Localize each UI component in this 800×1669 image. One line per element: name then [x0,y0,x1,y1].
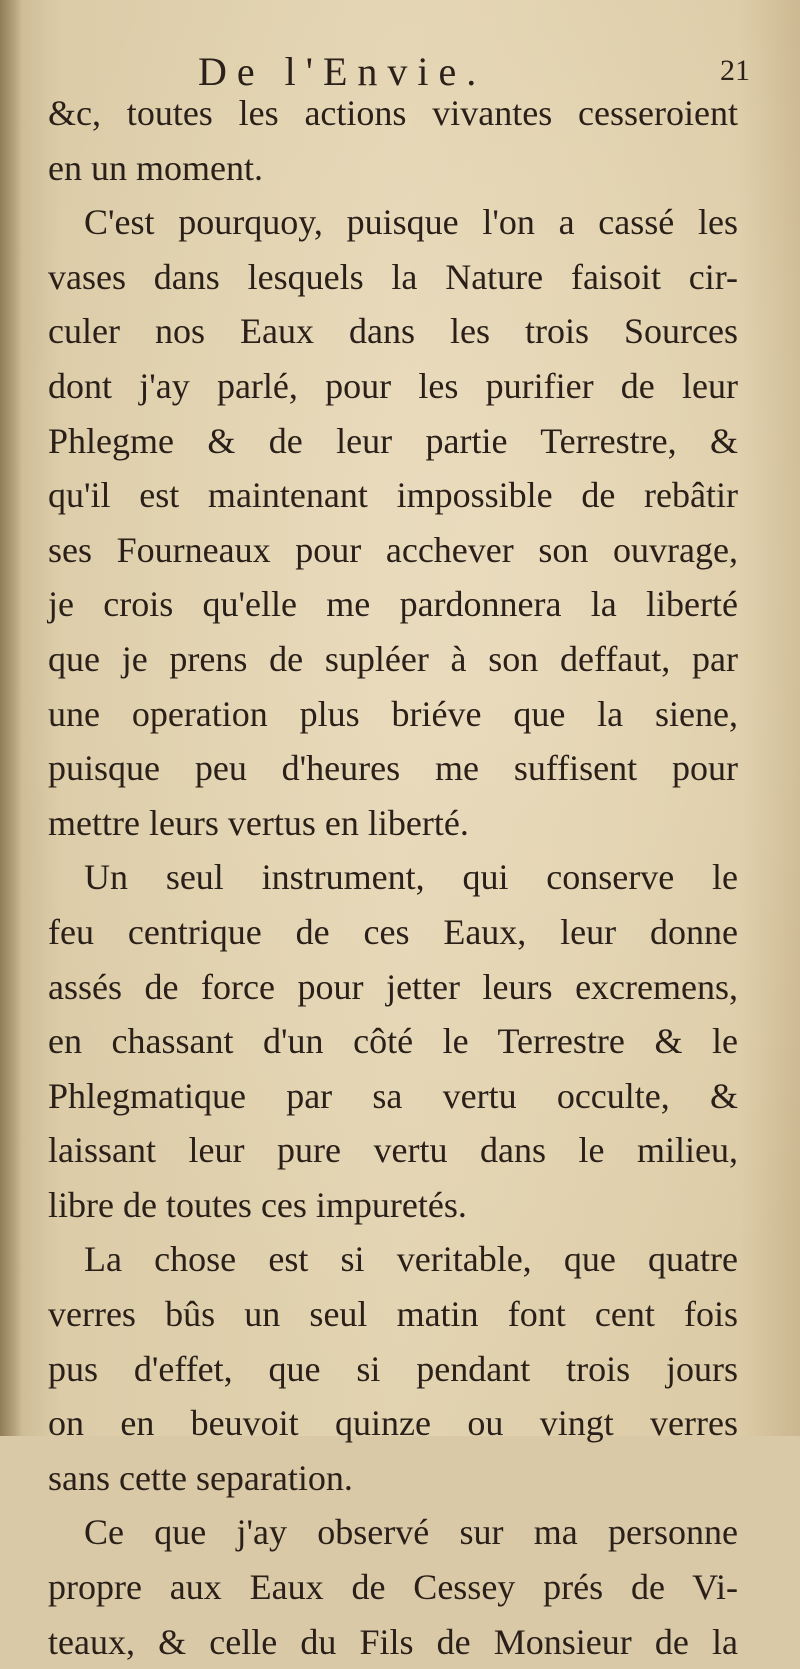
text-line: mettre leurs vertus en liberté. [48,802,469,843]
text-line: une operation plus briéve que la siene, [48,693,738,734]
text-line: vases dans lesquels la Nature faisoit cir- [48,256,738,297]
text-line: feu centrique de ces Eaux, leur donne [48,911,738,952]
page-number: 21 [720,54,750,87]
text-line: on en beuvoit quinze ou vingt verres [48,1403,738,1444]
text-line: dont j'ay parlé, pour les purifier de leur [48,365,738,406]
body-text [48,86,738,1669]
text-line: Un seul instrument, qui conserve le [84,857,738,898]
text-line: laissant leur pure vertu dans le milieu, [48,1130,738,1171]
text-line: en un moment. [48,147,263,188]
text-line: C'est pourquoy, puisque l'on a cassé les [84,202,738,243]
text-line: pus d'effet, que si pendant trois jours [48,1348,738,1389]
text-line: culer nos Eaux dans les trois Sources [48,311,738,352]
running-title: De l'Envie. [198,49,487,94]
text-line: sans cette separation. [48,1457,353,1498]
text-line: Ce que j'ay observé sur ma personne [84,1512,738,1553]
page-gutter [0,0,22,1436]
text-line: libre de toutes ces impuretés. [48,1184,467,1225]
text-line: &c, toutes les actions vivantes cesseroient [48,93,738,133]
text-line: je crois qu'elle me pardonnera la liberté [48,584,738,625]
text-line: verres bûs un seul matin font cent fois [48,1294,738,1335]
text-line: teaux, & celle du Fils de Monsieur de la [48,1621,738,1662]
text-line: qu'il est maintenant impossible de rebâtir [48,475,738,516]
text-line: en chassant d'un côté le Terrestre & le [48,1021,738,1062]
text-line: La chose est si veritable, que quatre [84,1239,738,1280]
text-line: ses Fourneaux pour acchever son ouvrage, [48,529,738,570]
text-line: puisque peu d'heures me suffisent pour [48,748,738,789]
text-line: propre aux Eaux de Cessey prés de Vi- [48,1567,738,1608]
text-line: assés de force pour jetter leurs excremens, [48,966,738,1007]
text-line: Phlegme & de leur partie Terrestre, & [48,420,738,461]
text-line: que je prens de supléer à son deffaut, par [48,638,738,679]
text-line: Phlegmatique par sa vertu occulte, & [48,1075,738,1116]
